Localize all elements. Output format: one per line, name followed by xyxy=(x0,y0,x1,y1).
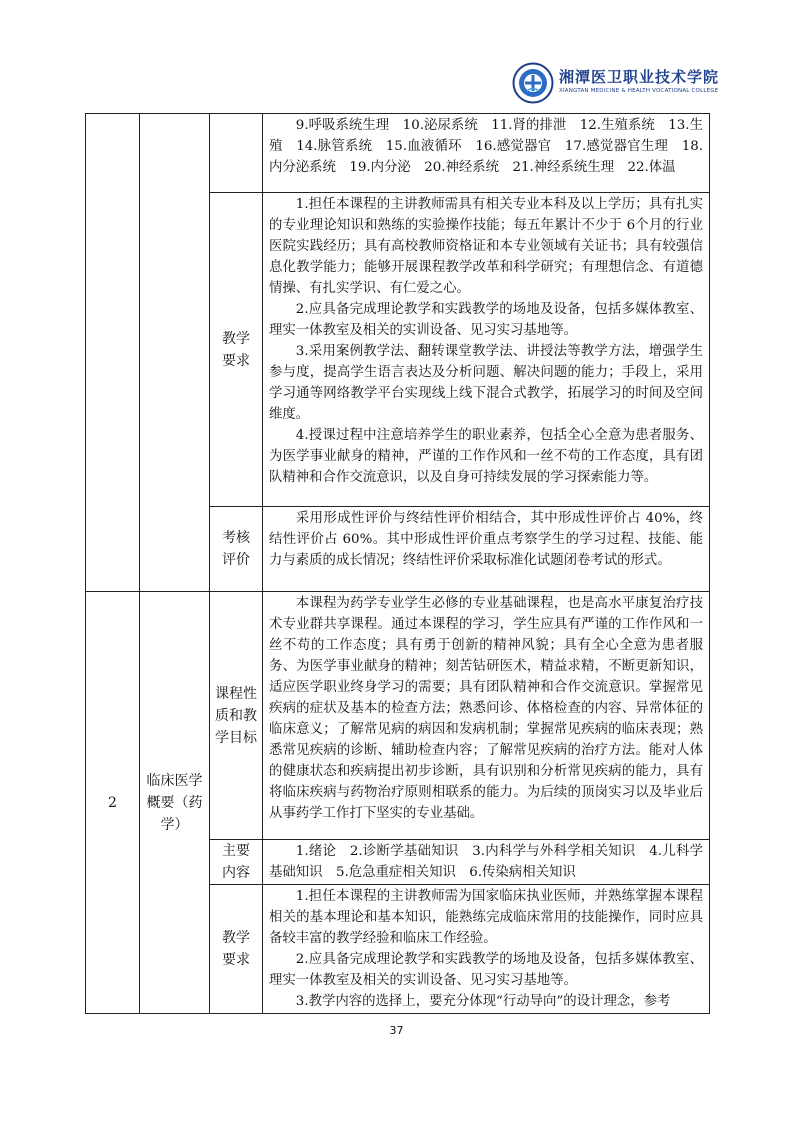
course2-goal-text: 本课程为药学专业学生必修的专业基础课程，也是高水平康复治疗技术专业群共享课程。通过本课程的学习，学生应具有严谨的工作作风和一丝不苟的工作态度；具有勇于创新的精神风貌；具有全心全意为患者服务、为医学事业献身的精神；刻苦钻研医术，精益求精，不断更新知识，适应医学职业终身学习的需要；具有团队精神和合作交流意识。掌握常见疾病的症状及基本的检查方法；熟悉问诊、体格检查的内容、异常体征的临床意义；了解常见病的病因和发病机制；掌握常见疾病的临床表现；熟悉常见疾病的诊断、辅助检查内容；了解常见疾病的治疗方法。能对人体的健康状态和疾病提出初步诊断，具有识别和分析常见疾病的能力，具有将临床疾病与药物治疗原则相联系的能力。为后续的顶岗实习以及毕业后从事药学工作打下坚实的专业基础。 xyxy=(269,596,703,821)
school-name: 湘潭医卫职业技术学院 xyxy=(559,68,720,86)
course2-req-para-2: 2.应具备完成理论教学和实践教学的场地及设备，包括多媒体教室、理实一体教室及相关的实训设备、见习实习基地等。 xyxy=(269,952,703,988)
school-logo xyxy=(512,62,737,106)
course2-goal-label: 课程性质和教学目标 xyxy=(210,592,263,840)
course1-content-label-cell xyxy=(210,114,263,193)
course2-content-cell xyxy=(263,840,710,885)
course2-number: 2 xyxy=(86,592,140,1014)
course2-content-label: 主要内容 xyxy=(210,840,263,885)
school-name-en: XIANGTAN MEDICINE & HEALTH VOCATIONAL COLLEGE xyxy=(559,88,719,94)
course1-content-cell xyxy=(263,114,710,193)
course1-content-list: 9.呼吸系统生理 10.泌尿系统 11.肾的排泄 12.生殖系统 13.生殖 14.脉管系统 15.血液循环 16.感觉器官 17.感觉器官生理 18.内分泌系统 19.内分泌 20.神经系统 21.神经系统生理 22.体温 xyxy=(269,118,703,175)
course1-req-para-1: 1.担任本课程的主讲教师需具有相关专业本科及以上学历；具有扎实的专业理论知识和熟练的实验操作技能；每五年累计不少于 6个月的行业医院实践经历；具有高校教师资格证和本专业领域有关证书；具有较强信息化教学能力；能够开展课程教学改革和科学研究；有理想信念、有道德情操、有扎实学识、有仁爱之心。 xyxy=(269,197,703,296)
course1-req-cell xyxy=(263,193,710,507)
course1-assess-cell xyxy=(263,507,710,592)
course1-assess-label: 考核评价 xyxy=(210,507,263,592)
course2-req-label: 教学要求 xyxy=(210,885,263,1014)
course2-req-cell xyxy=(263,885,710,1014)
page-number: 37 xyxy=(389,1024,404,1037)
course1-req-para-3: 3.采用案例教学法、翻转课堂教学法、讲授法等教学方法，增强学生参与度，提高学生语言表达及分析问题、解决问题的能力；手段上，采用学习通等网络教学平台实现线上线下混合式教学，拓展学习的时间及空间维度。 xyxy=(269,344,703,422)
course1-name-cell xyxy=(140,114,210,592)
course1-req-para-4: 4.授课过程中注意培养学生的职业素养，包括全心全意为患者服务、为医学事业献身的精神，严谨的工作作风和一丝不苟的工作态度，具有团队精神和合作交流意识，以及自身可持续发展的学习探索能力等。 xyxy=(269,428,703,485)
course1-req-label: 教学要求 xyxy=(210,193,263,507)
table-row xyxy=(86,114,710,193)
course1-number-cell xyxy=(86,114,140,592)
course1-assess-text: 采用形成性评价与终结性评价相结合，其中形成性评价占 40%，终结性评价占 60%。其中形成性评价重点考察学生的学习过程、技能、能力与素质的成长情况；终结性评价采取标准化试题闭卷考试的形式。 xyxy=(269,511,703,568)
course2-req-para-3: 3.教学内容的选择上，要充分体现“行动导向”的设计理念，参考 xyxy=(295,994,671,1009)
course2-name: 临床医学概要（药学） xyxy=(140,592,210,1014)
course1-req-para-2: 2.应具备完成理论教学和实践教学的场地及设备，包括多媒体教室、理实一体教室及相关的实训设备、见习实习基地等。 xyxy=(269,302,703,338)
table-row xyxy=(86,592,710,840)
school-emblem-icon xyxy=(512,62,554,104)
course2-goal-cell xyxy=(263,592,710,840)
course2-req-para-1: 1.担任本课程的主讲教师需为国家临床执业医师，并熟练掌握本课程相关的基本理论和基本知识，能熟练完成临床常用的技能操作，同时应具备较丰富的教学经验和临床工作经验。 xyxy=(269,889,703,946)
course-table xyxy=(85,113,710,1014)
course2-content-list: 1.绪论 2.诊断学基础知识 3.内科学与外科学相关知识 4.儿科学基础知识 5.危急重症相关知识 6.传染病相关知识 xyxy=(269,844,703,880)
